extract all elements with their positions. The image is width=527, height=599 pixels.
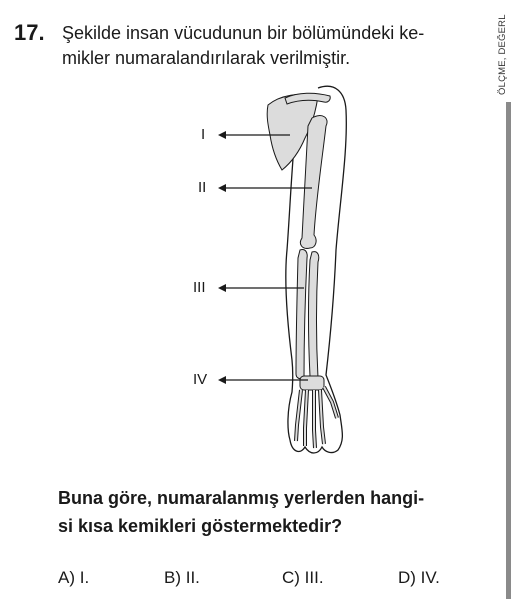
arrowhead-IV — [218, 376, 226, 384]
question-number: 17. — [14, 20, 45, 45]
radius — [296, 249, 307, 378]
question-text-line-2: mikler numaralandırılarak verilmiştir. — [62, 48, 351, 68]
option-b[interactable]: B) II. — [164, 568, 200, 587]
question-prompt — [58, 484, 478, 540]
option-a[interactable]: A) I. — [58, 568, 90, 587]
label-III: III — [193, 279, 206, 296]
option-d[interactable]: D) IV. — [398, 568, 440, 587]
side-header-text: ÖLÇME, DEĞERL — [497, 14, 508, 95]
arrowhead-II — [218, 184, 226, 192]
question-text-line-1: Şekilde insan vücudunun bir bölümündeki ke- — [62, 23, 425, 43]
option-c[interactable]: C) III. — [282, 568, 324, 587]
arrowhead-I — [218, 131, 226, 139]
label-IV: IV — [193, 371, 208, 388]
label-I: I — [201, 126, 206, 143]
label-II: II — [198, 179, 207, 196]
question-prompt-line-2: si kısa kemikleri göstermektedir? — [58, 516, 343, 536]
carpal-bones — [300, 376, 324, 390]
ulna — [309, 252, 319, 380]
arrowhead-III — [218, 284, 226, 292]
question-prompt-line-1: Buna göre, numaralanmış yerlerden hangi- — [58, 488, 425, 508]
